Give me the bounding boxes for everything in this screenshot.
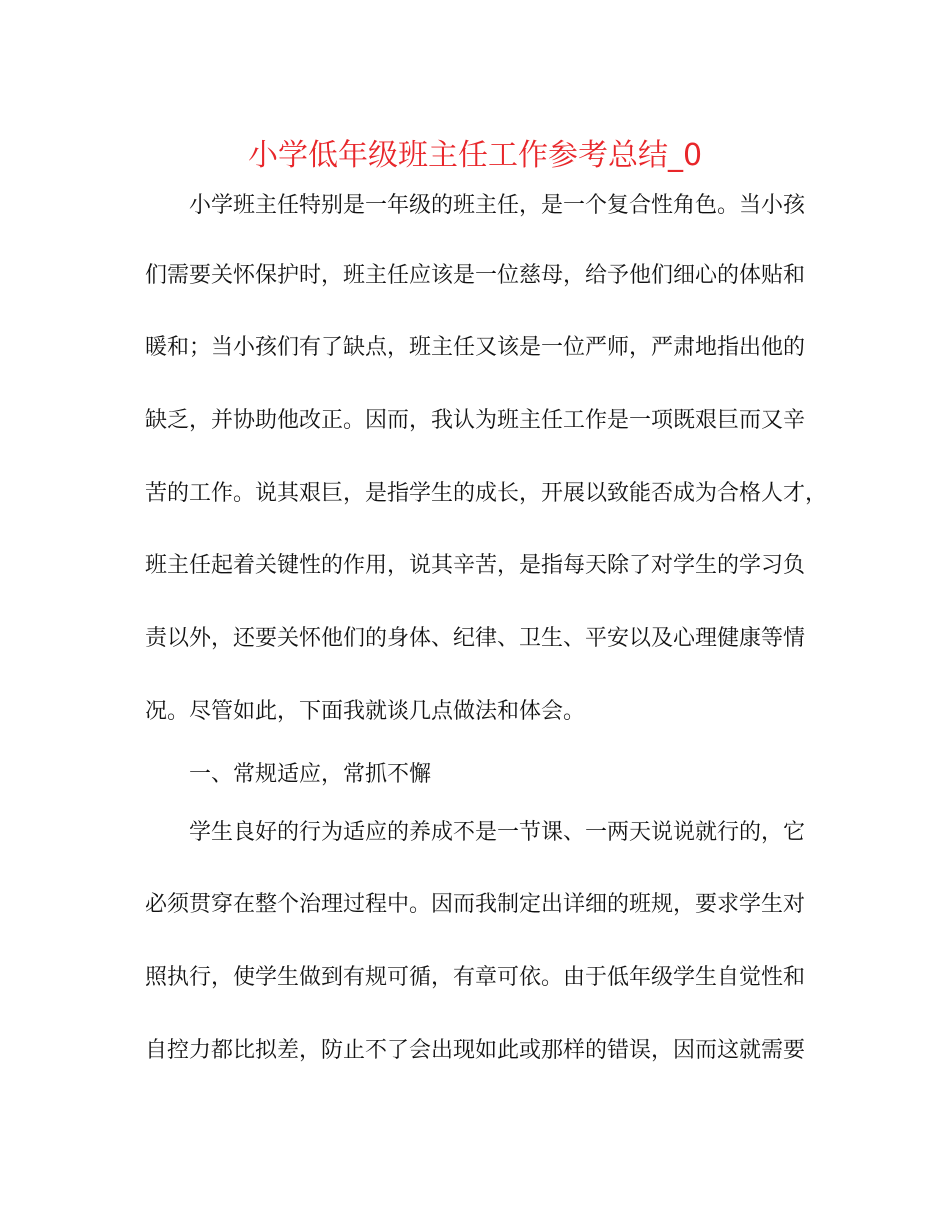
section-heading: 一、常规适应，常抓不懈: [189, 762, 432, 787]
paragraph-line: 责以外，还要关怀他们的身体、纪律、卫生、平安以及心理健康等情: [145, 626, 806, 651]
document-title: 小学低年级班主任工作参考总结_0: [247, 138, 703, 173]
paragraph-line: 照执行，使学生做到有规可循，有章可依。由于低年级学生自觉性和: [145, 965, 806, 990]
paragraph-line: 暖和；当小孩们有了缺点，班主任又该是一位严师，严肃地指出他的: [145, 335, 806, 360]
paragraph-line: 必须贯穿在整个治理过程中。因而我制定出详细的班规，要求学生对: [145, 892, 806, 917]
paragraph-line: 班主任起着关键性的作用，说其辛苦，是指每天除了对学生的学习负: [145, 553, 806, 578]
paragraph-line: 自控力都比拟差，防止不了会出现如此或那样的错误，因而这就需要: [145, 1038, 806, 1063]
paragraph-line: 们需要关怀保护时，班主任应该是一位慈母，给予他们细心的体贴和: [145, 263, 806, 288]
paragraph-line: 小学班主任特别是一年级的班主任，是一个复合性角色。当小孩: [189, 193, 806, 218]
paragraph-line: 况。尽管如此，下面我就谈几点做法和体会。: [145, 699, 586, 724]
paragraph-line: 缺乏，并协助他改正。因而，我认为班主任工作是一项既艰巨而又辛: [145, 408, 806, 433]
paragraph-line: 苦的工作。说其艰巨，是指学生的成长，开展以致能否成为合格人才，: [145, 481, 828, 506]
paragraph-line: 学生良好的行为适应的养成不是一节课、一两天说说就行的，它: [189, 820, 806, 845]
